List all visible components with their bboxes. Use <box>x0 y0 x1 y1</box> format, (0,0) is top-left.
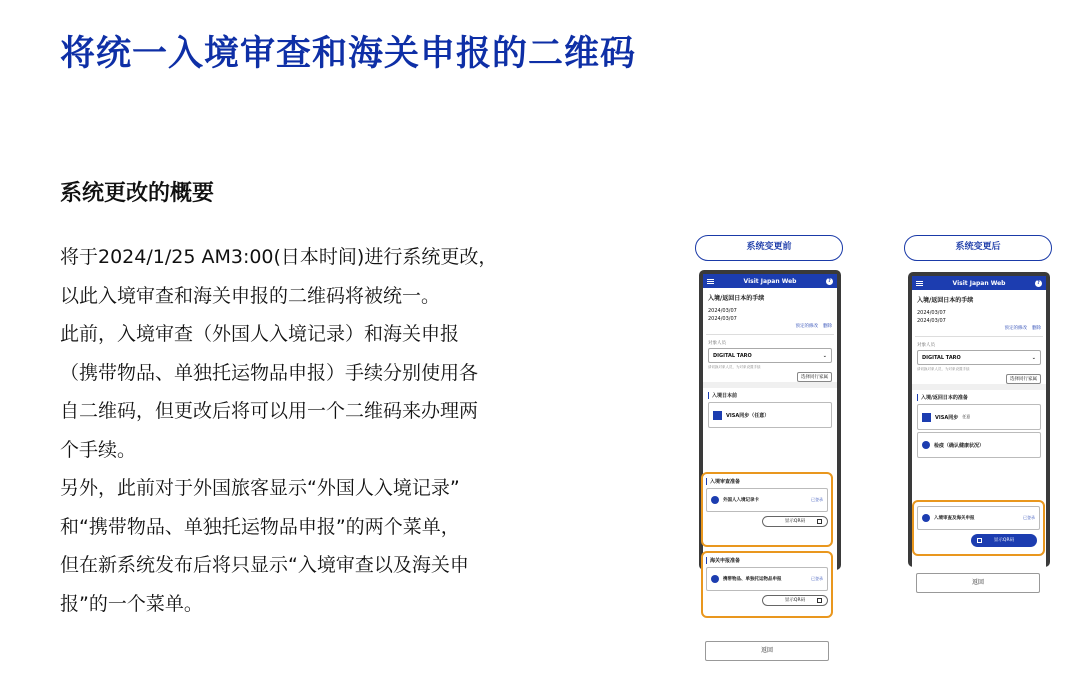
app-bar <box>912 276 1046 290</box>
person-select[interactable] <box>708 348 832 363</box>
qr-icon <box>817 519 822 524</box>
immigration-icon <box>711 496 719 504</box>
chevron-down-icon: ⌄ <box>1031 354 1036 361</box>
section-heading: 系统更改的概要 <box>60 181 215 206</box>
menu-icon[interactable] <box>707 279 714 284</box>
person-select[interactable] <box>917 350 1041 365</box>
combined-icon <box>922 514 930 522</box>
help-icon[interactable]: ? <box>826 278 833 285</box>
visa-card[interactable] <box>917 404 1041 430</box>
hint-text: 请切换对象人员，为对象设置手续 <box>917 367 970 371</box>
return-date: 2024/03/07 <box>708 316 737 322</box>
customs-card[interactable] <box>706 567 828 591</box>
show-qr-label: 显示QR码 <box>993 538 1015 543</box>
visa-icon <box>922 413 931 422</box>
registered-status: 已登录 <box>811 576 823 581</box>
menu-icon[interactable] <box>916 281 923 286</box>
registered-status: 已登录 <box>1023 515 1035 520</box>
section-gap <box>912 384 1046 390</box>
app-bar <box>703 274 837 288</box>
edit-plan-link[interactable]: 预定的修改 <box>795 324 818 329</box>
combined-card[interactable] <box>917 506 1040 530</box>
qr-icon <box>817 598 822 603</box>
visa-card-label: VISA同步 <box>935 414 959 421</box>
paragraph-line: （携带物品、单独托运物品申报）手续分别使用各 <box>60 361 479 384</box>
quarantine-card[interactable] <box>917 432 1041 458</box>
summary-paragraph <box>60 238 560 623</box>
customs-icon <box>711 575 719 583</box>
group-title-prep: 入境/返回日本的准备 <box>917 394 1046 401</box>
section-gap <box>703 382 837 388</box>
delete-link[interactable]: 删除 <box>1032 326 1041 331</box>
delete-link[interactable]: 删除 <box>823 324 832 329</box>
immigration-group-title: 入境审查准备 <box>706 478 831 485</box>
page-title: 将统一入境审查和海关申报的二维码 <box>60 34 637 74</box>
quarantine-card-label: 检疫（确认健康状况） <box>934 442 985 449</box>
show-qr-label: 显示QR码 <box>784 598 806 603</box>
show-qr-button[interactable] <box>971 534 1037 547</box>
customs-card-label: 携带物品、单独托运物品申报 <box>723 577 782 582</box>
select-companion-button[interactable]: 选择同行家属 <box>797 372 832 382</box>
immigration-card-label: 外国人入境记录卡 <box>723 498 759 503</box>
visa-card[interactable] <box>708 402 832 428</box>
paragraph-line: 以此入境审查和海关申报的二维码将被统一。 <box>60 284 441 307</box>
hint-text: 请切换对象人员，为对象设置手续 <box>708 365 761 369</box>
paragraph-line: 自二维码，但更改后将可以用一个二维码来办理两 <box>60 400 479 422</box>
edit-plan-link[interactable]: 预定的修改 <box>1004 326 1027 331</box>
visa-icon <box>713 411 722 420</box>
show-qr-button[interactable] <box>762 595 828 606</box>
after-label: 系统变更后 <box>904 235 1052 261</box>
trip-dates <box>917 309 1046 325</box>
customs-group-title: 海关申报准备 <box>706 557 831 564</box>
immigration-card[interactable] <box>706 488 828 512</box>
target-label: 对象人员 <box>917 343 935 348</box>
show-qr-button[interactable] <box>762 516 828 527</box>
arrival-date: 2024/03/07 <box>708 308 737 314</box>
app-name: Visit Japan Web <box>743 277 797 285</box>
select-companion-button[interactable]: 选择同行家属 <box>1006 374 1041 384</box>
person-name: DIGITAL TARO <box>922 354 961 361</box>
quarantine-icon <box>922 441 930 449</box>
trip-title: 入境/返回日本的手续 <box>917 297 974 304</box>
return-date: 2024/03/07 <box>917 318 946 324</box>
divider <box>706 334 834 335</box>
before-label: 系统变更前 <box>695 235 843 261</box>
trip-title: 入境/返回日本的手续 <box>708 295 765 302</box>
show-qr-label: 显示QR码 <box>784 519 806 524</box>
customs-highlight <box>701 551 833 618</box>
help-icon[interactable]: ? <box>1035 280 1042 287</box>
paragraph-line: 和“携带物品、单独托运物品申报”的两个菜单， <box>60 515 460 538</box>
paragraph-line: 但在新系统发布后将只显示“入境审查以及海关申 <box>60 554 469 576</box>
group-title-entry: 入境日本前 <box>708 392 837 399</box>
paragraph-line: 将于2024/1/25 AM3:00(日本时间)进行系统更改， <box>60 246 498 268</box>
paragraph-line: 报”的一个菜单。 <box>60 592 203 615</box>
trip-actions <box>708 323 832 329</box>
qr-icon <box>977 538 982 543</box>
trip-actions <box>917 325 1041 331</box>
combined-highlight <box>912 500 1045 556</box>
immigration-highlight <box>701 472 833 547</box>
paragraph-line: 个手续。 <box>60 438 137 461</box>
arrival-date: 2024/03/07 <box>917 310 946 316</box>
registered-status: 已登录 <box>811 497 823 502</box>
combined-card-label: 入境审查及海关申报 <box>934 516 975 521</box>
visa-optional-tag: 任意 <box>962 414 971 419</box>
back-button[interactable]: 返回 <box>705 641 829 661</box>
person-name: DIGITAL TARO <box>713 352 752 359</box>
divider <box>915 336 1043 337</box>
back-button[interactable]: 返回 <box>916 573 1040 593</box>
app-name: Visit Japan Web <box>952 279 1006 287</box>
paragraph-line: 此前，入境审查（外国人入境记录）和海关申报 <box>60 323 460 345</box>
chevron-down-icon: ⌄ <box>822 352 827 359</box>
trip-dates <box>708 307 837 323</box>
visa-card-label: VISA同步（任意） <box>726 412 770 419</box>
target-label: 对象人员 <box>708 341 726 346</box>
paragraph-line: 另外，此前对于外国旅客显示“外国人入境记录” <box>60 477 460 499</box>
